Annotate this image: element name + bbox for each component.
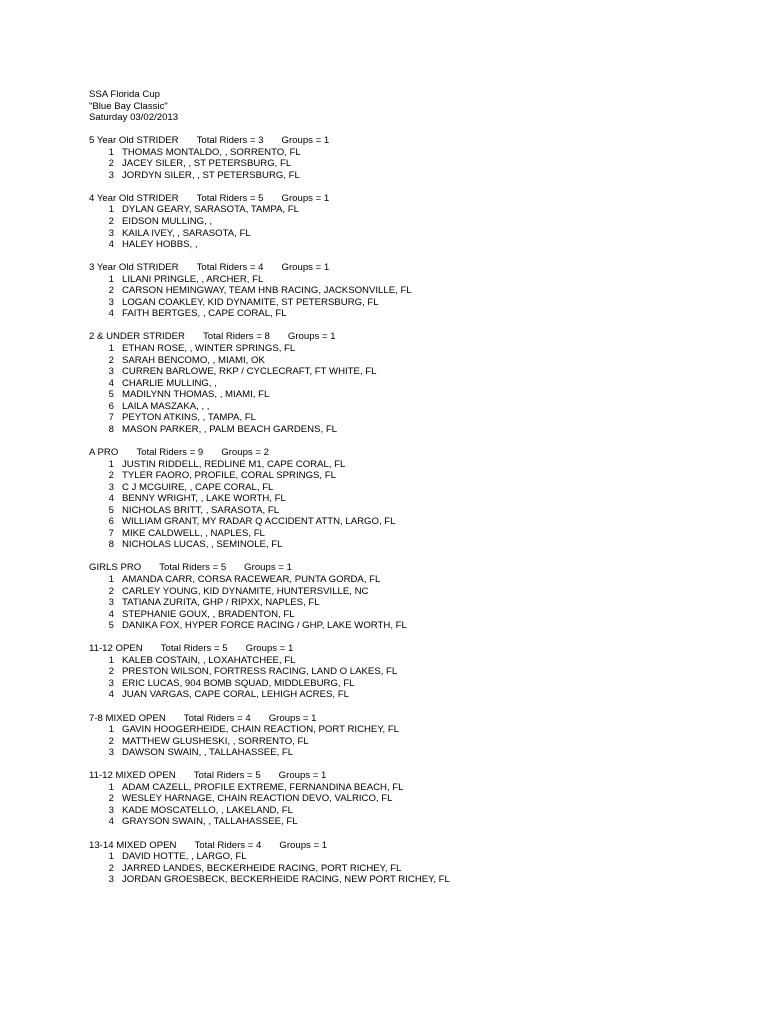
class-section [89, 643, 749, 701]
rider-row [89, 516, 749, 528]
class-section [89, 447, 749, 551]
rider-row [89, 297, 749, 309]
rider-place: 2 [108, 216, 114, 228]
rider-entry: EIDSON MULLING, , [122, 216, 213, 228]
rider-row [89, 170, 749, 182]
rider-entry: JUSTIN RIDDELL, REDLINE M1, CAPE CORAL, FL [122, 458, 346, 470]
rider-entry: WILLIAM GRANT, MY RADAR Q ACCIDENT ATTN, LARGO, FL [122, 516, 396, 528]
rider-place: 8 [108, 539, 114, 551]
rider-row [89, 505, 749, 517]
total-riders: Total Riders = 5 [159, 562, 227, 574]
class-section [89, 770, 749, 828]
rider-row [89, 216, 749, 228]
rider-place: 5 [108, 504, 114, 516]
class-heading [89, 713, 749, 725]
rider-row [89, 874, 749, 886]
class-section [89, 562, 749, 631]
total-riders: Total Riders = 9 [136, 446, 204, 458]
rider-place: 4 [108, 239, 114, 251]
rider-entry: NICHOLAS BRITT, , SARASOTA, FL [122, 504, 280, 516]
total-riders: Total Riders = 5 [160, 643, 228, 655]
rider-entry: JORDAN GROESBECK, BECKERHEIDE RACING, NEW PORT RICHEY, FL [122, 874, 450, 886]
rider-row [89, 816, 749, 828]
rider-entry: LAILA MASZAKA, , , [122, 400, 210, 412]
class-section [89, 713, 749, 759]
rider-entry: JACEY SILER, , ST PETERSBURG, FL [122, 158, 292, 170]
rider-place: 5 [108, 620, 114, 632]
rider-place: 4 [108, 816, 114, 828]
rider-row [89, 782, 749, 794]
rider-row [89, 620, 749, 632]
class-name: 7-8 MIXED OPEN [89, 712, 166, 724]
total-riders: Total Riders = 4 [194, 839, 262, 851]
rider-place: 1 [108, 343, 114, 355]
rider-entry: WESLEY HARNAGE, CHAIN REACTION DEVO, VALRICO, FL [122, 793, 393, 805]
class-name: A PRO [89, 446, 119, 458]
rider-place: 4 [108, 608, 114, 620]
rider-place: 3 [108, 597, 114, 609]
rider-entry: MASON PARKER, , PALM BEACH GARDENS, FL [122, 423, 338, 435]
group-count: Groups = 2 [221, 446, 269, 458]
rider-entry: DYLAN GEARY, SARASOTA, TAMPA, FL [122, 204, 300, 216]
rider-place: 3 [108, 169, 114, 181]
rider-entry: NICHOLAS LUCAS, , SEMINOLE, FL [122, 539, 283, 551]
rider-entry: DAWSON SWAIN, , TALLAHASSEE, FL [122, 747, 294, 759]
rider-entry: HALEY HOBBS, , [122, 239, 198, 251]
rider-place: 4 [108, 377, 114, 389]
rider-row [89, 747, 749, 759]
class-name: 13-14 MIXED OPEN [89, 839, 177, 851]
rider-row [89, 343, 749, 355]
rider-place: 7 [108, 412, 114, 424]
rider-place: 1 [108, 273, 114, 285]
event-title: SSA Florida Cup [89, 89, 160, 100]
rider-row [89, 308, 749, 320]
rider-place: 1 [108, 781, 114, 793]
rider-entry: ERIC LUCAS, 904 BOMB SQUAD, MIDDLEBURG, FL [122, 677, 355, 689]
class-heading [89, 262, 749, 274]
class-name: GIRLS PRO [89, 562, 142, 574]
rider-entry: CARLEY YOUNG, KID DYNAMITE, HUNTERSVILLE, NC [122, 585, 369, 597]
rider-place: 1 [108, 204, 114, 216]
rider-place: 2 [108, 666, 114, 678]
rider-row [89, 586, 749, 598]
rider-row [89, 204, 749, 216]
rider-place: 2 [108, 585, 114, 597]
rider-row [89, 274, 749, 286]
rider-entry: KALEB COSTAIN, , LOXAHATCHEE, FL [122, 654, 296, 666]
rider-row [89, 239, 749, 251]
rider-entry: LILANI PRINGLE, , ARCHER, FL [122, 273, 264, 285]
rider-row [89, 609, 749, 621]
rider-row [89, 366, 749, 378]
rider-entry: GAVIN HOOGERHEIDE, CHAIN REACTION, PORT RICHEY, FL [122, 724, 400, 736]
class-heading [89, 840, 749, 852]
rider-entry: FAITH BERTGES, , CAPE CORAL, FL [122, 308, 287, 320]
rider-row [89, 666, 749, 678]
class-section [89, 331, 749, 435]
group-count: Groups = 1 [245, 643, 294, 655]
class-name: 11-12 OPEN [89, 643, 143, 655]
rider-place: 1 [108, 851, 114, 863]
class-heading [89, 193, 749, 205]
rider-row [89, 459, 749, 471]
rider-place: 2 [108, 285, 114, 297]
results-document [89, 89, 749, 886]
event-date: Saturday 03/02/2013 [89, 112, 179, 124]
rider-row [89, 355, 749, 367]
rider-row [89, 228, 749, 240]
rider-entry: ETHAN ROSE, , WINTER SPRINGS, FL [122, 343, 296, 355]
rider-entry: PRESTON WILSON, FORTRESS RACING, LAND O LAKES, FL [122, 666, 398, 678]
class-heading [89, 447, 749, 459]
group-count: Groups = 1 [281, 135, 330, 147]
rider-entry: THOMAS MONTALDO, , SORRENTO, FL [122, 146, 301, 158]
group-count: Groups = 1 [287, 331, 336, 343]
class-section [89, 262, 749, 320]
class-name: 4 Year Old STRIDER [89, 192, 179, 204]
rider-entry: JUAN VARGAS, CAPE CORAL, LEHIGH ACRES, FL [122, 689, 349, 701]
rider-place: 2 [108, 158, 114, 170]
rider-place: 7 [108, 527, 114, 539]
rider-place: 2 [108, 470, 114, 482]
rider-entry: SARAH BENCOMO, , MIAMI, OK [122, 354, 265, 366]
class-heading [89, 135, 749, 147]
rider-place: 3 [108, 481, 114, 493]
rider-place: 1 [108, 724, 114, 736]
rider-place: 1 [108, 458, 114, 470]
rider-row [89, 851, 749, 863]
rider-entry: MATTHEW GLUSHESKI, , SORRENTO, FL [122, 735, 309, 747]
rider-place: 1 [108, 654, 114, 666]
rider-place: 3 [108, 874, 114, 886]
rider-place: 3 [108, 296, 114, 308]
group-count: Groups = 1 [278, 770, 327, 782]
rider-place: 2 [108, 793, 114, 805]
rider-entry: DANIKA FOX, HYPER FORCE RACING / GHP, LAKE WORTH, FL [122, 620, 407, 632]
rider-place: 3 [108, 804, 114, 816]
rider-row [89, 285, 749, 297]
rider-place: 2 [108, 735, 114, 747]
rider-entry: MADILYNN THOMAS, , MIAMI, FL [122, 389, 270, 401]
total-riders: Total Riders = 4 [183, 712, 251, 724]
rider-entry: JARRED LANDES, BECKERHEIDE RACING, PORT RICHEY, FL [122, 862, 402, 874]
rider-row [89, 378, 749, 390]
class-heading [89, 331, 749, 343]
rider-entry: ADAM CAZELL, PROFILE EXTREME, FERNANDINA BEACH, FL [122, 781, 404, 793]
rider-place: 4 [108, 689, 114, 701]
total-riders: Total Riders = 5 [196, 192, 264, 204]
class-name: 3 Year Old STRIDER [89, 262, 179, 274]
rider-row [89, 528, 749, 540]
class-heading [89, 770, 749, 782]
rider-entry: STEPHANIE GOUX, , BRADENTON, FL [122, 608, 295, 620]
rider-entry: CURREN BARLOWE, RKP / CYCLECRAFT, FT WHITE, FL [122, 366, 377, 378]
rider-entry: TYLER FAORO, PROFILE, CORAL SPRINGS, FL [122, 470, 336, 482]
rider-entry: PEYTON ATKINS, , TAMPA, FL [122, 412, 256, 424]
rider-place: 1 [108, 573, 114, 585]
rider-entry: MIKE CALDWELL, , NAPLES, FL [122, 527, 265, 539]
class-name: 5 Year Old STRIDER [89, 135, 179, 147]
rider-row [89, 689, 749, 701]
rider-entry: CHARLIE MULLING, , [122, 377, 217, 389]
rider-entry: KADE MOSCATELLO, , LAKELAND, FL [122, 804, 293, 816]
rider-row [89, 736, 749, 748]
group-count: Groups = 1 [279, 839, 328, 851]
rider-place: 2 [108, 862, 114, 874]
rider-row [89, 793, 749, 805]
rider-row [89, 389, 749, 401]
class-heading [89, 562, 749, 574]
event-subtitle: "Blue Bay Classic" [89, 100, 168, 112]
rider-place: 4 [108, 493, 114, 505]
rider-entry: GRAYSON SWAIN, , TALLAHASSEE, FL [122, 816, 298, 828]
rider-entry: AMANDA CARR, CORSA RACEWEAR, PUNTA GORDA, FL [122, 573, 381, 585]
rider-place: 3 [108, 747, 114, 759]
rider-place: 5 [108, 389, 114, 401]
total-riders: Total Riders = 5 [193, 770, 261, 782]
rider-row [89, 724, 749, 736]
rider-place: 8 [108, 423, 114, 435]
rider-row [89, 539, 749, 551]
rider-row [89, 597, 749, 609]
rider-row [89, 401, 749, 413]
rider-place: 4 [108, 308, 114, 320]
rider-place: 6 [108, 400, 114, 412]
class-section [89, 193, 749, 251]
class-section [89, 840, 749, 886]
rider-row [89, 147, 749, 159]
rider-entry: CARSON HEMINGWAY, TEAM HNB RACING, JACKSONVILLE, FL [122, 285, 412, 297]
class-section [89, 135, 749, 181]
rider-place: 1 [108, 146, 114, 158]
class-name: 2 & UNDER STRIDER [89, 331, 185, 343]
rider-entry: KAILA IVEY, , SARASOTA, FL [122, 227, 251, 239]
total-riders: Total Riders = 3 [196, 135, 264, 147]
rider-row [89, 678, 749, 690]
class-heading [89, 643, 749, 655]
rider-row [89, 424, 749, 436]
class-name: 11-12 MIXED OPEN [89, 770, 176, 782]
total-riders: Total Riders = 4 [196, 262, 264, 274]
group-count: Groups = 1 [281, 262, 330, 274]
group-count: Groups = 1 [244, 562, 292, 574]
rider-row [89, 158, 749, 170]
rider-row [89, 574, 749, 586]
rider-place: 3 [108, 677, 114, 689]
rider-place: 3 [108, 227, 114, 239]
rider-row [89, 863, 749, 875]
rider-row [89, 482, 749, 494]
rider-row [89, 493, 749, 505]
rider-row [89, 470, 749, 482]
rider-place: 6 [108, 516, 114, 528]
rider-entry: LOGAN COAKLEY, KID DYNAMITE, ST PETERSBURG, FL [122, 296, 379, 308]
rider-row [89, 655, 749, 667]
rider-entry: BENNY WRIGHT, , LAKE WORTH, FL [122, 493, 286, 505]
rider-row [89, 805, 749, 817]
rider-entry: DAVID HOTTE, , LARGO, FL [122, 851, 247, 863]
group-count: Groups = 1 [268, 712, 317, 724]
rider-row [89, 412, 749, 424]
rider-entry: JORDYN SILER, , ST PETERSBURG, FL [122, 169, 300, 181]
class-sections [89, 135, 749, 886]
group-count: Groups = 1 [281, 192, 330, 204]
total-riders: Total Riders = 8 [202, 331, 270, 343]
rider-place: 3 [108, 366, 114, 378]
rider-entry: TATIANA ZURITA, GHP / RIPXX, NAPLES, FL [122, 597, 320, 609]
rider-place: 2 [108, 354, 114, 366]
rider-entry: C J MCGUIRE, , CAPE CORAL, FL [122, 481, 274, 493]
